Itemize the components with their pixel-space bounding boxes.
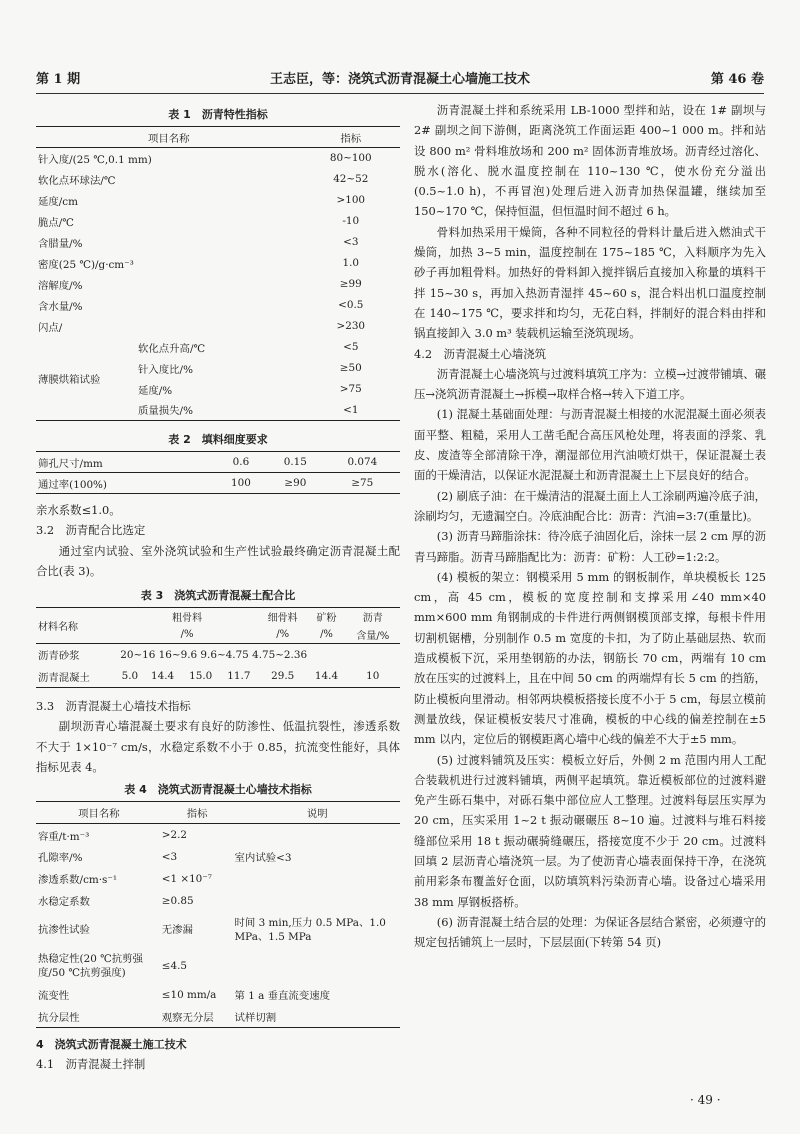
left-column [36,100,400,1075]
table4-item-note: 试样切割 [234,1012,277,1025]
table1-item-value: >100 [336,194,366,206]
section-3-2-paragraph: 通过室内试验、室外浇筑试验和生产性试验最终确定沥青混凝土配合比(表 3)。 [36,543,400,578]
table1-row [36,148,400,169]
table3-cell: 14.4 [314,670,339,683]
table1-item-name: 质量损失/% [138,405,193,418]
table1-item-name: 针入度/(25 ℃,0.1 mm) [38,153,152,166]
hydrophilic-coefficient-line: 亲水系数≤1.0。 [36,503,121,517]
table3-cell: 沥青砂浆 [38,650,80,663]
table1 [36,126,400,421]
table3-header-coarse: 粗骨料 [172,613,203,625]
table4-item-name: 抗分层性 [38,1012,80,1025]
table4-item-name: 热稳定性(20 ℃抗剪强度/50 ℃抗剪强度) [38,952,143,979]
mastic-paragraph: (3) 沥青马蹄脂涂抹：待冷底子油固化后，涂抹一层 2 cm 厚的沥青马蹄脂。沥青马蹄脂配比为：沥青：矿粉：人工砂=1:2:2。 [414,529,766,564]
table3-header-asphalt-unit: 含量/% [356,630,390,642]
table1-item-name: 延度/% [138,384,173,397]
table1-item-value: >75 [339,383,362,395]
table4-item-value: ≤4.5 [161,959,187,972]
page-number: · 49 · [690,1093,721,1107]
table4-item-note [233,890,400,912]
section-4-2-heading: 4.2 沥青混凝土心墙浇筑 [414,346,547,361]
table1-item-name: 针入度比/% [138,363,193,376]
table3 [36,607,400,688]
table4-item-note [233,948,400,984]
table1-item-name: 延度/cm [38,195,78,208]
table4-item-value: <3 [161,850,178,863]
table4-item-value: 无渗漏 [161,923,193,936]
table4-item-name: 流变性 [38,990,70,1003]
base-treatment-paragraph: (1) 混凝土基础面处理：与沥青混凝土相接的水泥混凝土面必须表面平整、粗糙，采用人工凿毛配合高压风枪处理，将表面的浮浆、乳皮、废渣等全部清除干净，潮湿部位用汽油喷灯烘干，保证混凝土表面的干燥清洁，以保证水泥混凝土和沥青混凝土上下层良好的结合。 [414,407,766,483]
table2-cell: 100 [231,477,251,489]
table4-item-name: 渗透系数/cm·s⁻¹ [38,874,118,887]
table1-row [36,169,400,190]
table1-caption: 表 1 沥青特性指标 [168,108,268,121]
table3-header-row [36,608,400,626]
table4-row [36,890,400,912]
table4-item-value: ≤10 mm/a [161,988,217,1001]
table2-cell: 筛孔尺寸/mm [38,457,103,470]
table3-header-mineral: 矿粉 [316,613,337,625]
table2-row [36,473,400,494]
table2-row [36,452,400,473]
table4-item-note: 室内试验<3 [234,852,292,865]
table1-item-value: <5 [343,341,359,353]
table1-row [36,232,400,253]
table4-header-value: 指标 [186,808,208,821]
table3-row-mortar [36,644,400,666]
volume-number: 第 46 卷 [710,72,764,87]
table3-cell: 29.5 [271,670,295,683]
table4-item-name: 抗渗性试验 [38,923,90,936]
table1-item-value: -10 [342,215,360,227]
table3-cell: 5.0 [121,670,139,683]
table1-item-value: 80~100 [329,152,372,165]
table3-cell: 11.7 [227,670,251,683]
table3-cell: 10 [366,670,380,683]
table4-item-note: 第 1 a 垂直流变速度 [234,990,330,1003]
table2-cell: ≥90 [284,477,307,489]
table1-item-name: 软化点环球法/℃ [38,174,116,187]
table1-item-name: 含腊量/% [38,237,83,250]
table4-item-note [233,824,400,846]
table2-cell: 0.074 [347,456,378,468]
table1-item-value: <1 [343,403,359,416]
table4-row [36,846,400,868]
table1-row [36,253,400,274]
table1-header-item: 项目名称 [147,132,190,145]
table4-header-note: 说明 [306,808,328,821]
table3-row-concrete [36,666,400,688]
table1-item-name: 密度(25 ℃)/g·cm⁻³ [38,258,134,271]
table1-row [36,190,400,211]
table3-caption: 表 3 浇筑式沥青混凝土配合比 [140,589,296,603]
table1-row [36,337,400,358]
table1-item-value: ≥50 [339,362,362,374]
table4-item-value: ≥0.85 [161,894,194,907]
table1-item-value: 42~52 [333,173,369,185]
table4-item-name: 孔隙率/% [38,852,83,865]
table4-caption: 表 4 浇筑式沥青混凝土心墙技术指标 [124,783,312,797]
table1-row [36,316,400,337]
header-rule [36,93,764,94]
table4-row [36,824,400,846]
table1-item-name: 软化点升高/℃ [138,342,206,355]
table1-item-value: ≥99 [339,278,362,290]
pouring-procedure-paragraph: 沥青混凝土心墙浇筑与过渡料填筑工序为：立模→过渡带铺填、碾压→浇筑沥青混凝土→拆模→取样合格→转入下道工序。 [414,366,766,402]
formwork-paragraph: (4) 模板的架立：钢模采用 5 mm 的钢板制作，单块模板长 125 cm，高 45 cm，模板的宽度控制和支撑采用∠40 mm×40 mm×600 mm 角钢制成的卡件进行两侧钢模顶部支撑，每根卡件用切割机锯槽，分别制作 0.5 m 宽度的卡扣，为了防止基础层热、软而造成模板下沉，采用垫钢筋的办法，钢筋长 70 cm，两端有 10 cm 放在压实的过渡料上，且在中间 50 cm 的两端焊有长 5 cm 的挡筋，防止模板向里滑动。相邻两块模板搭接长度不小于 5 cm，每层立模前测量放线，保证模板安装尺寸准确，模板的中心线的偏差控制在±5 mm 以内，定位后的钢模距离心墙中心线的偏差不大于±5 mm。 [414,569,766,747]
table1-item-name: 溶解度/% [38,279,83,292]
table3-header-coarse-unit: /% [180,628,194,640]
table4-item-value: >2.2 [161,829,187,842]
section-3-2-heading: 3.2 沥青配合比选定 [36,523,146,538]
table1-row [36,274,400,295]
table1-item-value: 1.0 [342,257,360,269]
table1-header-value: 指标 [340,132,362,145]
table3-cell: 14.4 [150,670,175,683]
bonding-layer-paragraph: (6) 沥青混凝土结合层的处理：为保证各层结合紧密，必须遵守的规定包括铺筑上一层时，下层层面(下转第 54 页) [414,914,766,950]
section-4-heading: 4 浇筑式沥青混凝土施工技术 [36,1038,187,1052]
table3-header-asphalt: 沥青 [362,613,383,625]
table3-cell: 15.0 [189,670,213,683]
section-3-3-paragraph: 副坝沥青心墙混凝土要求有良好的防渗性、低温抗裂性，渗透系数不大于 1×10⁻⁷ cm/s，水稳定系数不小于 0.85，抗流变性能好，具体指标见表 4。 [36,719,400,775]
section-4-1-heading: 4.1 沥青混凝土拌制 [36,1057,146,1072]
table4-row [36,912,400,948]
table4-item-value: 观察无分层 [161,1012,214,1025]
table4-item-name: 容重/t·m⁻³ [38,830,90,843]
table4-header-item: 项目名称 [78,808,120,821]
transition-layer-paragraph: (5) 过渡料铺筑及压实：模板立好后，外侧 2 m 范围内用人工配合装载机进行过渡料铺填，两侧平起填筑。靠近模板部位的过渡料避免产生砾石集中，对砾石集中部位应人工整理。过渡料每层压实厚为 20 cm，压实采用 1~2 t 振动碾碾压 8~10 遍。过渡料与堆石料接缝部位采用 18 t 振动碾骑缝碾压，搭接宽度不少于 20 cm。过渡料回填 2 层沥青心墙浇筑一层。为了使沥青心墙表面保持干净，在浇筑前用彩条布覆盖好仓面，以防填筑料污染沥青心墙。设备过心墙采用 38 mm 厚钢板搭桥。 [414,752,766,909]
primer-paragraph: (2) 刷底子油：在干燥清洁的混凝土面上人工涂刷两遍冷底子油，涂刷均匀，无遗漏空白。冷底油配合比：沥青：汽油=3:7(重量比)。 [414,488,766,523]
table2 [36,451,400,494]
table3-header-fine-unit: /% [276,628,290,640]
table2-caption: 表 2 填料细度要求 [168,433,268,446]
issue-number: 第 1 期 [36,72,81,87]
table1-item-name: 闪点/ [38,321,63,334]
right-column [414,100,766,952]
table4 [36,801,400,1028]
table4-row [36,1006,400,1028]
table1-row [36,211,400,232]
table4-row [36,868,400,890]
table2-cell: 通过率(100%) [38,478,107,491]
table1-item-value: <3 [343,236,359,248]
table2-cell: 0.6 [232,456,250,468]
table1-item-value: >230 [336,320,366,332]
table2-cell: 0.15 [283,456,307,468]
table4-row [36,948,400,984]
table3-header-material: 材料名称 [38,622,78,634]
aggregate-heating-paragraph: 骨料加热采用干燥筒，各种不同粒径的骨料计量后进入燃油式干燥筒，加热 3~5 min，温度控制在 175~185 ℃，入料顺序为先入砂子再加粗骨料。加热好的骨料卸入搅拌锅后直接加入称量的填料干拌 15~30 s，再加入热沥青湿拌 45~60 s，混合料出机口温度控制在 140~175 ℃，要求拌和均匀，无花白料，拌制好的混合料由拌和锅直接卸入 3.0 m³ 装载机运输至浇筑现场。 [414,224,766,341]
table4-row [36,984,400,1006]
table3-header-fine: 细骨料 [267,613,298,625]
section-3-3-heading: 3.3 沥青混凝土心墙技术指标 [36,699,191,714]
mixing-plant-paragraph: 沥青混凝土拌和系统采用 LB-1000 型拌和站，设在 1# 副坝与 2# 副坝之间下游侧，距离浇筑工作面运距 400~1 000 m。拌和站设 800 m² 骨料堆放场和 200 m² 固体沥青堆放场。沥青经过溶化、脱水(溶化、脱水温度控制在 110~130 ℃，使水份充分溢出(0.5~1.0 h)，不再冒泡)处理后进入沥青加热保温罐，继续加至 150~170 ℃，保持恒温，但恒温时间不超过 6 h。 [414,103,766,219]
table1-item-name: 脆点/℃ [38,216,74,229]
running-header [36,68,764,92]
table1-item-value: <0.5 [338,299,364,311]
table4-item-value: <1 ×10⁻⁷ [161,872,212,885]
table2-cell: ≥75 [351,477,374,489]
table4-item-name: 水稳定系数 [38,896,90,909]
table3-cell: 20~16 16~9.6 9.6~4.75 4.75~2.36 [120,648,308,661]
table4-item-note: 时间 3 min,压力 0.5 MPa、1.0 MPa、1.5 MPa [234,916,386,943]
table1-group-label: 薄膜烘箱试验 [38,373,101,386]
table3-header-mineral-unit: /% [320,628,333,640]
article-running-title: 王志臣，等：浇筑式沥青混凝土心墙施工技术 [269,72,530,87]
table1-item-name: 含水量/% [38,300,83,313]
table1-row [36,295,400,316]
table4-item-note [233,868,400,890]
table3-cell: 沥青混凝土 [38,671,90,684]
